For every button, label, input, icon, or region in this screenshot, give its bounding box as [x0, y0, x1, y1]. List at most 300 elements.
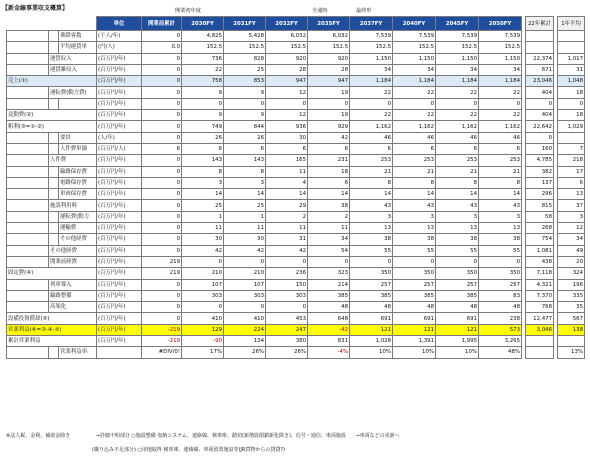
table-row: [7, 245, 585, 256]
cell-year-value: 6: [393, 143, 436, 154]
row-label: 運転費(動力: [59, 211, 97, 222]
cell-year-value: 26%: [224, 347, 266, 358]
row-indent: [7, 234, 49, 245]
cell-year-value: 2: [266, 211, 308, 222]
cell-year-value: 0: [266, 302, 308, 313]
header-corner: [7, 17, 97, 31]
table-row: [7, 98, 585, 109]
cell-year-value: 1,150: [436, 53, 479, 64]
cell-year-value: 214: [308, 279, 350, 290]
cell-year-value: 1,184: [350, 76, 393, 87]
cell-cumulative: 0: [142, 234, 182, 245]
cell-year-value: 1,391: [393, 336, 436, 347]
row-indent: [49, 234, 59, 245]
cell-total: 4,321: [526, 279, 554, 290]
row-indent: [49, 143, 59, 154]
cell-cumulative: 0: [142, 155, 182, 166]
cell-year-value: 1,184: [393, 76, 436, 87]
cell-year-value: 831: [308, 336, 350, 347]
cell-year-value: 54: [308, 245, 350, 256]
cell-year-value: 10%: [436, 347, 479, 358]
header-year: 2050FY: [479, 17, 522, 31]
cell-year-value: 1,150: [393, 53, 436, 64]
cell-average: 35: [558, 302, 585, 313]
cell-year-value: 1,184: [479, 76, 522, 87]
cell-cumulative: -219: [142, 324, 182, 335]
table-row: [7, 336, 585, 347]
cell-year-value: 12: [266, 87, 308, 98]
cell-year-value: 6: [182, 143, 224, 154]
table-row: [7, 279, 585, 290]
row-label: 施設利用料: [49, 200, 97, 211]
cell-total: [526, 42, 554, 53]
row-indent: [49, 42, 59, 53]
cell-total: 404: [526, 87, 554, 98]
cell-year-value: 0: [308, 98, 350, 109]
row-indent: [7, 223, 49, 234]
cell-year-value: 3: [479, 211, 522, 222]
row-unit: (百万円/年): [97, 87, 142, 98]
cell-year-value: 34: [479, 64, 522, 75]
cell-year-value: 6,032: [266, 31, 308, 42]
cell-year-value: 34: [350, 64, 393, 75]
cell-cumulative: 219: [142, 256, 182, 267]
cell-cumulative: 0: [142, 64, 182, 75]
cell-year-value: 28: [308, 64, 350, 75]
cell-year-value: 19: [308, 110, 350, 121]
cell-year-value: 385: [436, 290, 479, 301]
row-indent: [7, 132, 49, 143]
table-row: [7, 42, 585, 53]
cell-year-value: 947: [266, 76, 308, 87]
cell-cumulative: 0: [142, 53, 182, 64]
cell-year-value: 14: [393, 189, 436, 200]
header-year: 2040FY: [393, 17, 436, 31]
cell-year-value: 8: [182, 166, 224, 177]
cell-year-value: 152.5: [308, 42, 350, 53]
finance-table: [6, 16, 585, 359]
cell-year-value: 573: [479, 324, 522, 335]
cell-year-value: 152.5: [393, 42, 436, 53]
cell-year-value: 253: [479, 155, 522, 166]
cell-year-value: 844: [224, 121, 266, 132]
row-indent: [49, 166, 59, 177]
cell-year-value: 22: [350, 87, 393, 98]
cell-year-value: 0: [224, 302, 266, 313]
cell-cumulative: 0: [142, 31, 182, 42]
cell-year-value: 152.5: [182, 42, 224, 53]
cell-year-value: 22: [393, 110, 436, 121]
cell-average: 6: [558, 177, 585, 188]
row-indent: [49, 177, 59, 188]
cell-year-value: 853: [224, 76, 266, 87]
row-unit: (百万円/年): [97, 166, 142, 177]
cell-year-value: 48: [350, 302, 393, 313]
cell-cumulative: 0: [142, 76, 182, 87]
cell-year-value: 1,995: [436, 336, 479, 347]
cell-year-value: 48: [479, 302, 522, 313]
cell-cumulative: 0: [142, 121, 182, 132]
cell-year-value: 22: [393, 87, 436, 98]
cell-year-value: 42: [224, 245, 266, 256]
cell-year-value: 7,539: [393, 31, 436, 42]
row-label: 乗降客数: [59, 31, 97, 42]
cell-year-value: 5,428: [224, 31, 266, 42]
cell-year-value: 6: [479, 143, 522, 154]
cell-year-value: 22: [436, 110, 479, 121]
cell-year-value: 303: [224, 290, 266, 301]
cell-year-value: 42: [182, 245, 224, 256]
table-row: [7, 64, 585, 75]
cell-year-value: 11: [224, 223, 266, 234]
cell-year-value: 1: [182, 211, 224, 222]
cell-year-value: 121: [436, 324, 479, 335]
cell-year-value: 165: [266, 155, 308, 166]
cell-total: 768: [526, 302, 554, 313]
cell-total: 296: [526, 189, 554, 200]
cell-year-value: 43: [479, 200, 522, 211]
row-indent: [7, 87, 49, 98]
cell-year-value: 929: [308, 121, 350, 132]
cell-year-value: 21: [393, 166, 436, 177]
cell-year-value: 1,162: [350, 121, 393, 132]
row-indent: [49, 347, 59, 358]
cell-year-value: 14: [350, 189, 393, 200]
cell-year-value: 10%: [393, 347, 436, 358]
row-label: 粗利(③=①-②): [7, 121, 97, 132]
row-label: 累計営業利益: [7, 336, 97, 347]
cell-year-value: 238: [479, 313, 522, 324]
row-unit: (百万円/年): [97, 177, 142, 188]
footnote-left: ※法人税、金利、補助金除き: [6, 433, 71, 439]
row-indent: [7, 177, 49, 188]
row-unit: (百万円/年): [97, 155, 142, 166]
row-unit: (百万円/年): [97, 279, 142, 290]
row-unit: (百万円/年): [97, 53, 142, 64]
cell-total: 12,477: [526, 313, 554, 324]
row-unit: (百万円/年): [97, 256, 142, 267]
cell-year-value: 3,265: [479, 336, 522, 347]
cell-cumulative: 0: [142, 200, 182, 211]
row-label: 営業利益(⑥=③-④-⑤): [7, 324, 97, 335]
cell-year-value: 38: [393, 234, 436, 245]
row-label: 列車導入: [49, 279, 97, 290]
header-unit: 単位: [97, 17, 142, 31]
row-unit: (百万円/年): [97, 98, 142, 109]
cell-year-value: 11: [182, 223, 224, 234]
cell-year-value: 13: [350, 223, 393, 234]
cell-year-value: 385: [393, 290, 436, 301]
cell-total: 754: [526, 234, 554, 245]
cell-year-value: 303: [266, 290, 308, 301]
cell-year-value: 1,162: [479, 121, 522, 132]
cell-year-value: 55: [350, 245, 393, 256]
cell-cumulative: 0: [142, 189, 182, 200]
cell-year-value: 691: [350, 313, 393, 324]
cell-year-value: 129: [182, 324, 224, 335]
cell-year-value: 691: [393, 313, 436, 324]
cell-total: 137: [526, 177, 554, 188]
cell-year-value: 8: [224, 166, 266, 177]
cell-year-value: 26: [224, 132, 266, 143]
cell-total: 0: [526, 132, 554, 143]
cell-year-value: 257: [479, 279, 522, 290]
cell-year-value: 42: [308, 132, 350, 143]
cell-average: 7: [558, 143, 585, 154]
row-label: 変動費(②): [7, 110, 97, 121]
cell-year-value: 0: [182, 256, 224, 267]
cell-year-value: 1,162: [436, 121, 479, 132]
row-label: 要員: [59, 132, 97, 143]
table-row: [7, 313, 585, 324]
cell-year-value: 323: [308, 268, 350, 279]
cell-year-value: 257: [436, 279, 479, 290]
row-indent: [49, 223, 59, 234]
row-unit: (百万円/年): [97, 245, 142, 256]
cell-year-value: 3: [436, 211, 479, 222]
cell-year-value: 25: [182, 200, 224, 211]
cell-average: 1,048: [558, 76, 585, 87]
cell-cumulative: 0.0: [142, 42, 182, 53]
cell-total: 7,118: [526, 268, 554, 279]
cell-year-value: 253: [393, 155, 436, 166]
cell-year-value: 9: [182, 110, 224, 121]
cell-year-value: 48: [436, 302, 479, 313]
cell-year-value: 224: [224, 324, 266, 335]
row-unit: (百万円/年): [97, 234, 142, 245]
cell-year-value: 21: [479, 166, 522, 177]
cell-cumulative: 0: [142, 279, 182, 290]
row-indent: [49, 98, 59, 109]
row-unit: (百万円/年): [97, 189, 142, 200]
cell-cumulative: -219: [142, 336, 182, 347]
cell-year-value: 11: [266, 223, 308, 234]
row-unit: (百万円/年): [97, 290, 142, 301]
cell-year-value: 7,539: [479, 31, 522, 42]
row-indent: [7, 256, 49, 267]
row-label: 車両保存費: [59, 189, 97, 200]
cell-cumulative: 0: [142, 98, 182, 109]
cell-year-value: 1,150: [479, 53, 522, 64]
cell-year-value: 210: [182, 268, 224, 279]
cell-year-value: 150: [266, 279, 308, 290]
cell-year-value: 1,028: [350, 336, 393, 347]
cell-year-value: 55: [436, 245, 479, 256]
cell-cumulative: 6: [142, 143, 182, 154]
cell-average: 12: [558, 223, 585, 234]
cell-year-value: 30: [224, 234, 266, 245]
table-row: [7, 234, 585, 245]
row-indent: [7, 143, 49, 154]
cell-year-value: 121: [350, 324, 393, 335]
cell-cumulative: 0: [142, 166, 182, 177]
footnote-right: →車両などの更新へ: [355, 433, 400, 439]
cell-total: 4,785: [526, 155, 554, 166]
cell-average: 324: [558, 268, 585, 279]
cell-year-value: 13: [393, 223, 436, 234]
cell-year-value: 1: [224, 211, 266, 222]
cell-year-value: -4%: [308, 347, 350, 358]
row-indent: [7, 53, 49, 64]
cell-year-value: 1,184: [436, 76, 479, 87]
cell-total: [526, 347, 554, 358]
cell-year-value: 143: [182, 155, 224, 166]
row-unit: [97, 347, 142, 358]
cell-average: [558, 336, 585, 347]
cell-year-value: 0: [266, 256, 308, 267]
row-unit: (百万円/年): [97, 121, 142, 132]
row-label: [59, 98, 97, 109]
cell-total: 23,046: [526, 76, 554, 87]
cell-cumulative: 0: [142, 177, 182, 188]
cell-year-value: 380: [266, 336, 308, 347]
cell-year-value: 21: [350, 166, 393, 177]
cell-total: 1,081: [526, 245, 554, 256]
cell-year-value: 8: [479, 177, 522, 188]
cell-year-value: 38: [479, 234, 522, 245]
cell-year-value: 453: [266, 313, 308, 324]
cell-year-value: 30: [182, 234, 224, 245]
cell-year-value: 152.5: [479, 42, 522, 53]
cell-year-value: 42: [266, 245, 308, 256]
cell-cumulative: 0: [142, 313, 182, 324]
cell-year-value: 13: [436, 223, 479, 234]
cell-year-value: 947: [308, 76, 350, 87]
cell-year-value: 34: [436, 64, 479, 75]
row-indent: [7, 31, 49, 42]
row-indent: [7, 302, 49, 313]
table-row: [7, 87, 585, 98]
cell-year-value: 4: [266, 177, 308, 188]
cell-year-value: 736: [182, 53, 224, 64]
cell-total: 22,374: [526, 53, 554, 64]
cell-year-value: 30: [266, 132, 308, 143]
cell-year-value: 55: [479, 245, 522, 256]
cell-average: 37: [558, 200, 585, 211]
cell-cumulative: 0: [142, 110, 182, 121]
row-label: 開業前経費: [49, 256, 97, 267]
row-unit: (百万円/年): [97, 268, 142, 279]
annotation-start: 開業初年度: [175, 8, 201, 14]
row-unit: (百万円/年): [97, 313, 142, 324]
cell-year-value: 7,539: [436, 31, 479, 42]
header-cumulative: 開業前累計: [142, 17, 182, 31]
cell-average: 49: [558, 245, 585, 256]
cell-year-value: 46: [393, 132, 436, 143]
table-row: [7, 110, 585, 121]
cell-year-value: 6: [224, 143, 266, 154]
cell-year-value: 12: [266, 110, 308, 121]
header-year: 2030FY: [182, 17, 224, 31]
cell-average: 138: [558, 324, 585, 335]
cell-average: [558, 31, 585, 42]
row-label: 運賃雑収入: [49, 64, 97, 75]
cell-year-value: 26: [182, 132, 224, 143]
cell-year-value: 11: [308, 223, 350, 234]
row-unit: (人/年): [97, 132, 142, 143]
cell-year-value: 410: [224, 313, 266, 324]
cell-year-value: 7,539: [350, 31, 393, 42]
row-label: 線路整備: [49, 290, 97, 301]
cell-year-value: 385: [308, 290, 350, 301]
cell-total: [526, 31, 554, 42]
cell-year-value: 4,825: [182, 31, 224, 42]
row-label: 設備投資償却(⑤): [7, 313, 97, 324]
cell-year-value: 0: [436, 98, 479, 109]
cell-average: 567: [558, 313, 585, 324]
row-unit: (百万円/人): [97, 143, 142, 154]
cell-year-value: 0: [182, 98, 224, 109]
cell-year-value: 8: [393, 177, 436, 188]
row-indent: [7, 166, 49, 177]
cell-total: 268: [526, 223, 554, 234]
cell-year-value: -42: [308, 324, 350, 335]
cell-cumulative: #DIV/0!: [142, 347, 182, 358]
row-unit: (百万円/年): [97, 336, 142, 347]
header-row: [7, 17, 585, 31]
cell-year-value: 3: [393, 211, 436, 222]
cell-average: 0: [558, 98, 585, 109]
cell-year-value: 9: [224, 110, 266, 121]
cell-cumulative: 0: [142, 87, 182, 98]
header-total: 22年累計: [526, 17, 554, 31]
cell-year-value: 11: [266, 166, 308, 177]
table-row: [7, 76, 585, 87]
table-row: [7, 31, 585, 42]
cell-total: 3,046: [526, 324, 554, 335]
row-indent: [7, 155, 49, 166]
table-row: [7, 256, 585, 267]
cell-average: 34: [558, 234, 585, 245]
cell-year-value: 828: [224, 53, 266, 64]
header-year: 2037FY: [350, 17, 393, 31]
row-unit: (百万円/年): [97, 200, 142, 211]
cell-year-value: 152.5: [436, 42, 479, 53]
cell-total: 404: [526, 110, 554, 121]
footnote-line-2: (織り込み不足部分) ○用地取得 検車庫、連絡線、車両留置施設等(JR貨物からの貸貸?): [92, 447, 285, 453]
cell-year-value: 0: [224, 98, 266, 109]
cell-year-value: 0: [479, 98, 522, 109]
cell-cumulative: 219: [142, 268, 182, 279]
row-label: 電路保存費: [59, 177, 97, 188]
cell-year-value: 0: [479, 256, 522, 267]
cell-year-value: 3: [182, 177, 224, 188]
row-label: 営業利益率:: [59, 347, 97, 358]
row-label: 高架化: [49, 302, 97, 313]
cell-average: 18: [558, 87, 585, 98]
row-indent: [7, 347, 49, 358]
cell-year-value: 6: [350, 143, 393, 154]
cell-year-value: 648: [308, 313, 350, 324]
row-indent: [49, 132, 59, 143]
cell-year-value: 29: [266, 200, 308, 211]
cell-year-value: 121: [393, 324, 436, 335]
header-year: 2031FY: [224, 17, 266, 31]
cell-year-value: 0: [350, 256, 393, 267]
footnote-mid: →詳細不明部分 ○施設整備 収納システム、連絡線、検車庫、踏切(新増設閉鎖新化除き)、信号・通信、車両施設: [95, 433, 346, 439]
table-row: [7, 155, 585, 166]
row-unit: (千人/年): [97, 31, 142, 42]
cell-year-value: 350: [350, 268, 393, 279]
cell-total: 438: [526, 256, 554, 267]
table-row: [7, 143, 585, 154]
cell-total: 671: [526, 64, 554, 75]
cell-year-value: 0: [393, 98, 436, 109]
cell-year-value: 3: [350, 211, 393, 222]
cell-average: [558, 132, 585, 143]
cell-year-value: 14: [266, 189, 308, 200]
cell-year-value: 350: [393, 268, 436, 279]
